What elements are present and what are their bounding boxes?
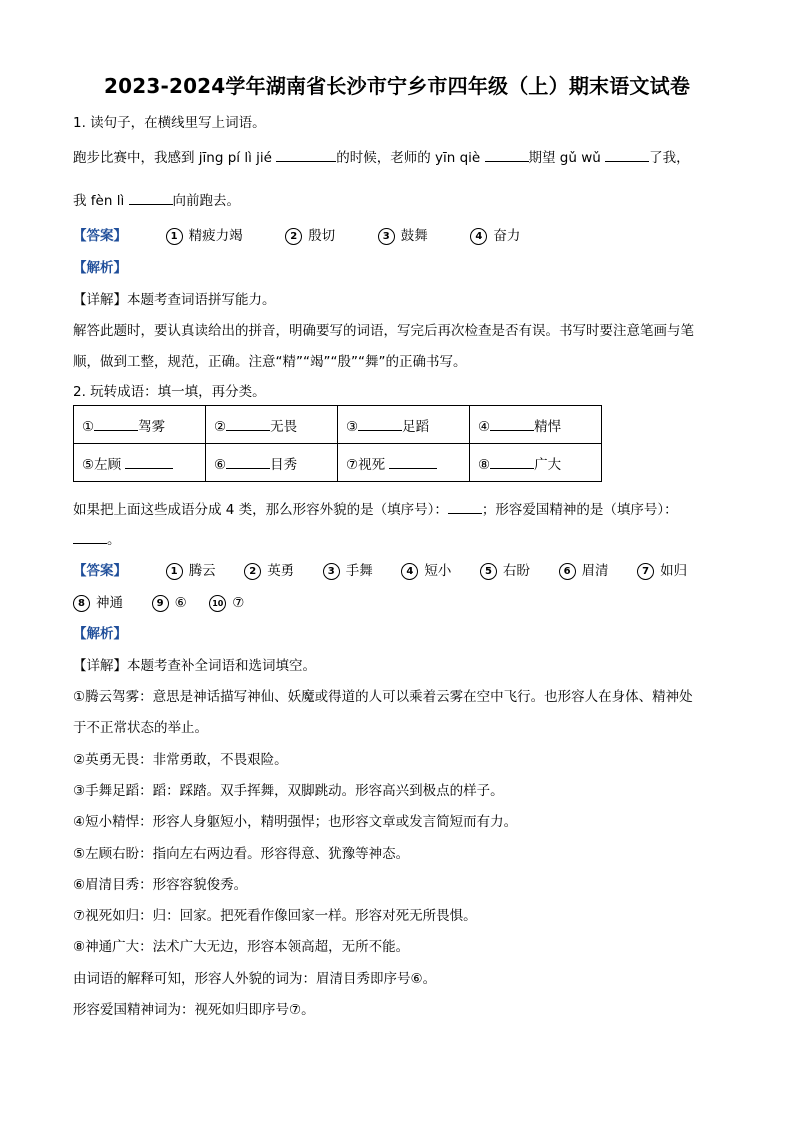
q1-detail: 【详解】本题考查词语拼写能力。 (73, 292, 276, 308)
table-cell: ① 驾雾 (74, 406, 206, 444)
cell-blank (490, 455, 534, 469)
circled-number: 6 (559, 563, 576, 580)
q2-prompt: 2. 玩转成语：填一填，再分类。 (73, 384, 266, 400)
q1-answer-1: 1 精疲力竭 (166, 224, 243, 245)
circled-number: 3 (323, 563, 340, 580)
circled-number: 1 (166, 228, 183, 245)
q2-answer-line1 (73, 559, 687, 580)
q2-answer-6: 6 眉清 (559, 559, 609, 580)
q2-conclusion-2: 形容爱国精神词为：视死如归即序号⑦。 (73, 1002, 315, 1018)
table-cell: ⑦视死 (338, 444, 470, 482)
table-cell: ⑤左顾 (74, 444, 206, 482)
q2-question-line1: 如果把上面这些成语分成 4 类，那么形容外貌的是（填序号）： ；形容爱国精神的是（填序号）： (73, 502, 678, 518)
q2-explain-1b: 于不正常状态的举止。 (73, 720, 208, 736)
cell-blank (125, 455, 173, 469)
q2-answer-10: 10 ⑦ (209, 595, 244, 612)
q2-explain-2: ②英勇无畏：非常勇敢，不畏艰险。 (73, 752, 288, 768)
q2-analysis-tag: 【解析】 (73, 626, 127, 642)
cell-blank (358, 417, 402, 431)
cell-blank (226, 417, 270, 431)
q1-text-c: 期望 gǔ wǔ (528, 150, 606, 166)
q1-blank-1 (276, 148, 336, 162)
table-row (74, 444, 602, 482)
q2-answer-1: 1 腾云 (166, 559, 216, 580)
table-cell: ② 无畏 (206, 406, 338, 444)
q1-sentence-line1 (73, 146, 690, 166)
circled-number: 2 (285, 228, 302, 245)
q1-sentence-line2 (73, 189, 240, 209)
q2-explain-3: ③手舞足蹈：蹈：踩踏。双手挥舞，双脚跳动。形容高兴到极点的样子。 (73, 783, 504, 799)
idiom-table (73, 405, 602, 482)
q2-blank-appearance (448, 500, 482, 514)
q1-text-e: 我 fèn lì (73, 193, 129, 209)
q2-detail: 【详解】本题考查补全词语和选词填空。 (73, 658, 316, 674)
q2-answer-8: 8 神通 (73, 591, 123, 612)
q2-answer-5: 5 右盼 (480, 559, 530, 580)
q1-text-d: 了我， (649, 150, 690, 166)
page-title: 2023-2024学年湖南省长沙市宁乡市四年级（上）期末语文试卷 (103, 74, 691, 98)
circled-number: 4 (401, 563, 418, 580)
table-cell: ⑧ 广大 (470, 444, 602, 482)
answer-tag: 【答案】 (73, 563, 127, 579)
q2-answer-line2 (73, 591, 244, 612)
q2-answer-3: 3 手舞 (323, 559, 373, 580)
q1-blank-2 (485, 148, 529, 162)
q1-answer-2: 2 殷切 (285, 224, 335, 245)
q2-conclusion-1: 由词语的解释可知，形容人外貌的词为：眉清目秀即序号⑥。 (73, 971, 437, 987)
circled-number: 4 (470, 228, 487, 245)
q2-blank-patriotism (73, 530, 107, 544)
circled-number: 1 (166, 563, 183, 580)
circled-number: 10 (209, 595, 226, 612)
q1-blank-4 (129, 191, 173, 205)
circled-number: 7 (637, 563, 654, 580)
circled-number: 2 (244, 563, 261, 580)
q1-answer-3: 3 鼓舞 (378, 224, 428, 245)
table-cell: ⑥ 目秀 (206, 444, 338, 482)
detail-tag: 【详解】 (73, 658, 127, 674)
q1-text-b: 的时候，老师的 yīn qiè (336, 150, 485, 166)
table-row (74, 406, 602, 444)
q2-answer-2: 2 英勇 (244, 559, 294, 580)
q1-answer-line (73, 224, 520, 245)
circled-number: 8 (73, 595, 90, 612)
q1-blank-3 (605, 148, 649, 162)
q2-answer-9: 9 ⑥ (152, 595, 187, 612)
q2-explain-6: ⑥眉清目秀：形容容貌俊秀。 (73, 877, 248, 893)
circled-number: 5 (480, 563, 497, 580)
cell-blank (226, 455, 270, 469)
cell-blank (94, 417, 138, 431)
cell-blank (389, 455, 437, 469)
circled-number: 9 (152, 595, 169, 612)
q2-explain-7: ⑦视死如归：归：回家。把死看作像回家一样。形容对死无所畏惧。 (73, 908, 477, 924)
q1-analysis-tag: 【解析】 (73, 260, 127, 276)
q1-explanation-line1: 解答此题时，要认真读给出的拼音，明确要写的词语，写完后再次检查是否有误。书写时要注意笔画与笔 (73, 323, 694, 339)
table-cell: ④ 精悍 (470, 406, 602, 444)
q2-explain-8: ⑧神通广大：法术广大无边，形容本领高超，无所不能。 (73, 939, 410, 955)
q2-question-line2: 。 (73, 528, 121, 548)
q2-explain-4: ④短小精悍：形容人身躯短小，精明强悍；也形容文章或发言简短而有力。 (73, 814, 518, 830)
q1-explanation-line2: 顺，做到工整，规范，正确。注意“精”“竭”“殷”“舞”的正确书写。 (73, 354, 467, 370)
detail-tag: 【详解】 (73, 292, 127, 308)
circled-number: 3 (378, 228, 395, 245)
q1-text-a: 跑步比赛中，我感到 jīng pí lì jié (73, 150, 277, 166)
answer-tag: 【答案】 (73, 228, 127, 244)
table-cell: ③ 足蹈 (338, 406, 470, 444)
q1-text-f: 向前跑去。 (172, 193, 240, 209)
q2-answer-4: 4 短小 (401, 559, 451, 580)
cell-blank (490, 417, 534, 431)
q2-explain-1: ①腾云驾雾：意思是神话描写神仙、妖魔或得道的人可以乘着云雾在空中飞行。也形容人在身体、精神处 (73, 689, 693, 705)
q2-explain-5: ⑤左顾右盼：指向左右两边看。形容得意、犹豫等神态。 (73, 846, 410, 862)
q1-prompt: 1. 读句子，在横线里写上词语。 (73, 115, 266, 131)
q2-answer-7: 7 如归 (637, 559, 687, 580)
q1-answer-4: 4 奋力 (470, 224, 520, 245)
